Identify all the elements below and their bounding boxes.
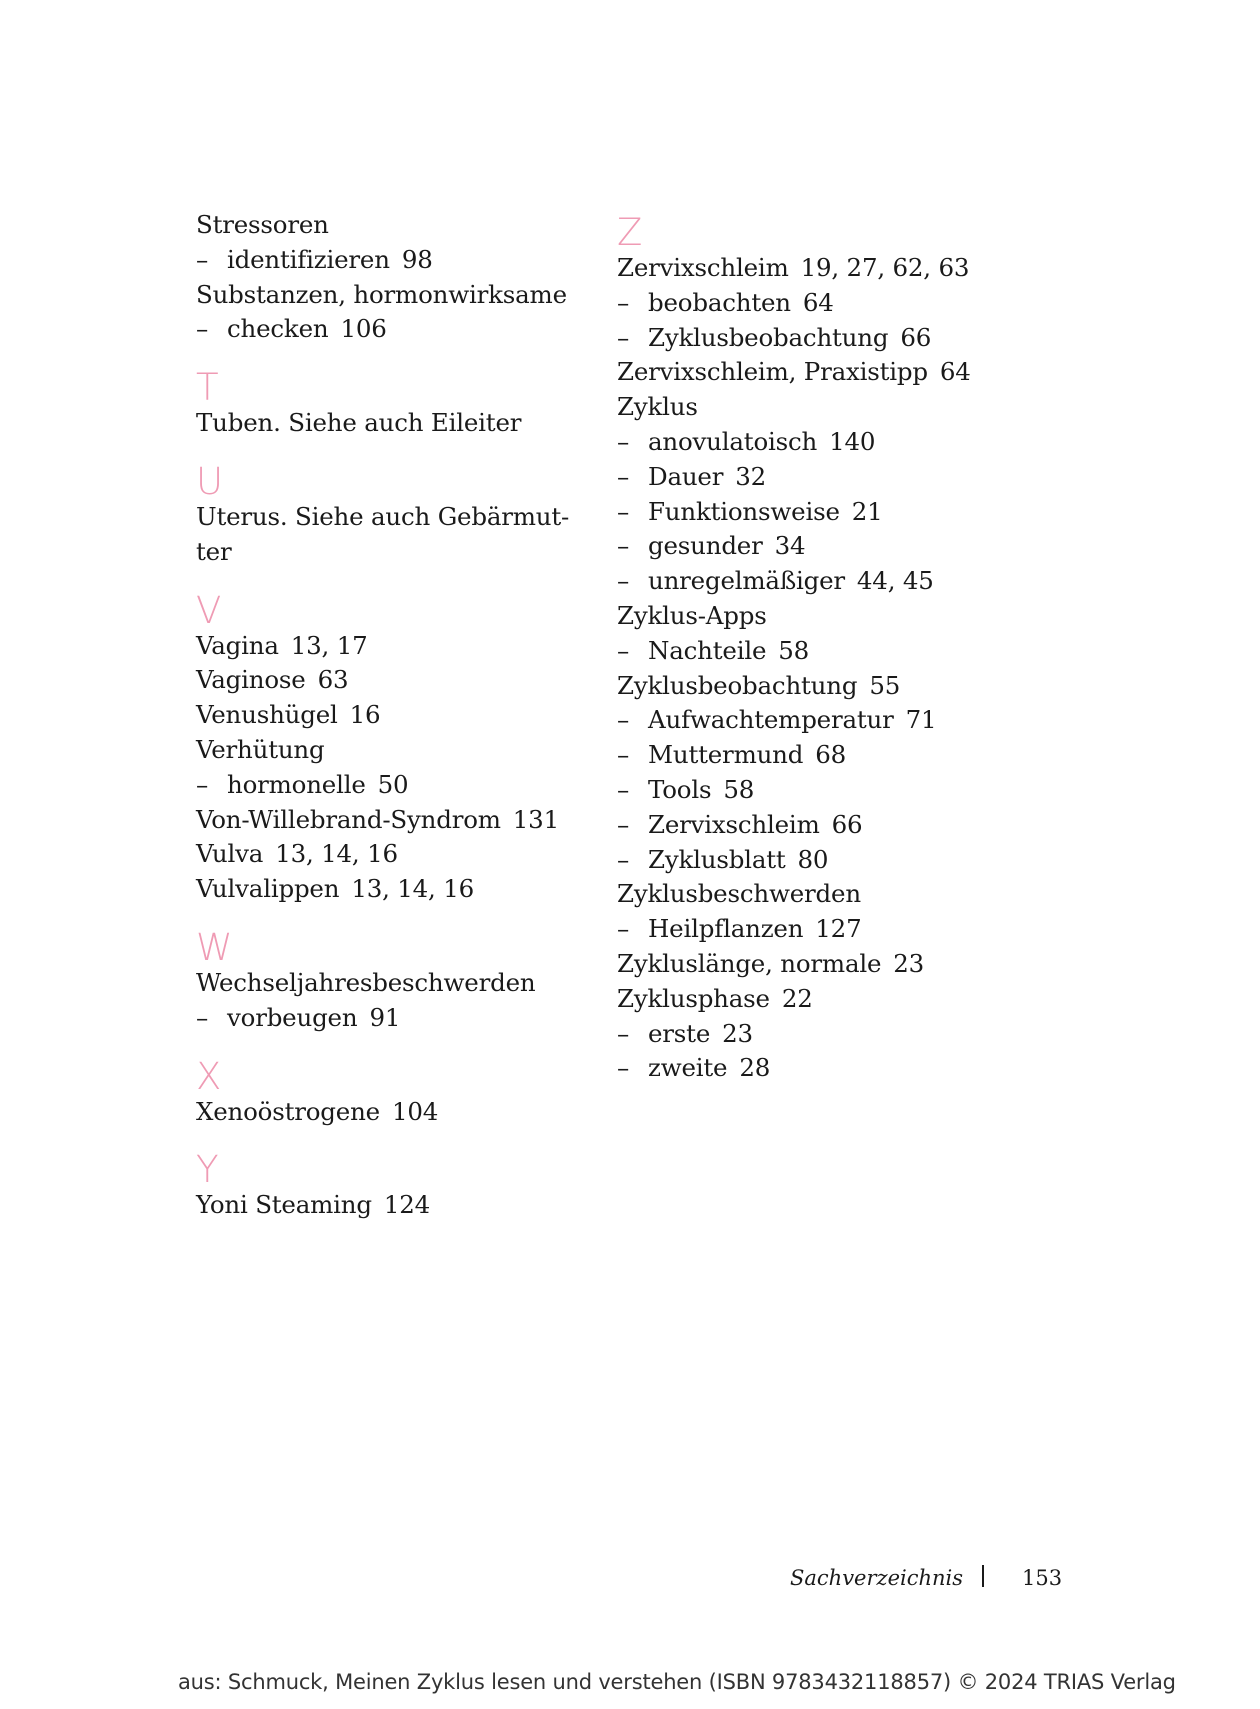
subentry-dash: – <box>617 740 630 770</box>
index-page-refs: 64 <box>939 357 971 387</box>
index-term: Muttermund <box>648 740 804 770</box>
index-term: zweite <box>648 1053 728 1083</box>
index-entry <box>196 535 596 570</box>
subentry-dash: – <box>617 566 630 596</box>
index-page-refs: 66 <box>900 322 932 352</box>
index-page-refs: 58 <box>778 635 810 665</box>
index-page-refs: 13, 14, 16 <box>275 839 398 869</box>
index-page-refs: 58 <box>723 774 755 804</box>
index-term: identifizieren <box>227 244 390 274</box>
subentry-dash: – <box>196 244 209 274</box>
index-page-refs: 21 <box>851 496 883 526</box>
index-term: ter <box>196 536 232 566</box>
index-term: Zyklusbeschwerden <box>617 879 861 909</box>
index-page-refs: 68 <box>815 740 847 770</box>
index-term: Vagina <box>196 630 279 660</box>
index-letter-heading: U <box>196 459 224 503</box>
index-page-refs: 19, 27, 62, 63 <box>800 253 970 282</box>
index-term: Von-Willebrand-Syndrom <box>196 804 501 834</box>
index-term: Stressoren <box>196 210 329 239</box>
index-entry <box>617 251 1037 286</box>
index-page-refs: 127 <box>815 914 862 944</box>
index-subentry <box>617 564 1037 599</box>
index-term: Yoni Steaming <box>196 1190 372 1220</box>
index-page-refs: 13, 14, 16 <box>351 874 474 904</box>
subentry-dash: – <box>617 809 630 839</box>
subentry-dash: – <box>617 1018 630 1048</box>
subentry-dash: – <box>196 769 209 799</box>
index-term: Zyklusblatt <box>648 844 786 874</box>
index-page-refs: 80 <box>797 844 829 874</box>
index-entry <box>617 599 1037 634</box>
source-citation: aus: Schmuck, Meinen Zyklus lesen und verstehen (ISBN 9783432118857) © 2024 TRIAS Verlag <box>178 1670 1176 1694</box>
index-page-refs: 55 <box>869 670 901 700</box>
index-page-refs: 23 <box>893 948 925 978</box>
subentry-dash: – <box>617 635 630 665</box>
index-entry <box>196 278 596 313</box>
index-term: Zyklusbeobachtung <box>617 670 858 700</box>
index-term: Dauer <box>648 461 724 491</box>
index-page-refs: 16 <box>349 700 381 730</box>
index-term: Zyklus <box>617 392 698 422</box>
index-term: unregelmäßiger <box>648 566 845 596</box>
index-subentry <box>196 1001 596 1036</box>
index-term: Vulvalippen <box>196 874 340 904</box>
index-subentry <box>617 286 1037 321</box>
index-term: Zervixschleim <box>617 253 789 282</box>
index-page-refs: 124 <box>383 1190 431 1220</box>
index-letter-heading: X <box>196 1054 222 1098</box>
index-term: Verhütung <box>196 734 325 764</box>
index-entry <box>196 1095 596 1130</box>
index-term: Zyklus-Apps <box>617 600 767 630</box>
index-page-refs: 23 <box>722 1018 753 1048</box>
index-term: vorbeugen <box>227 1002 358 1032</box>
index-entry <box>196 733 596 768</box>
index-page-refs: 71 <box>905 705 937 735</box>
index-subentry <box>617 773 1037 808</box>
index-entry <box>617 669 1037 704</box>
index-entry <box>617 877 1037 912</box>
index-entry <box>617 982 1037 1017</box>
index-entry <box>196 629 596 664</box>
index-page-refs: 22 <box>781 983 813 1013</box>
index-term: Venushügel <box>196 700 338 730</box>
index-letter-heading: W <box>196 925 233 969</box>
index-term: Heilpflanzen <box>648 914 804 944</box>
index-entry <box>196 803 596 838</box>
index-letter-heading: T <box>196 366 219 410</box>
index-page-refs: 140 <box>829 426 876 456</box>
subentry-dash: – <box>617 461 630 491</box>
index-subentry <box>617 529 1037 564</box>
index-subentry <box>617 634 1037 669</box>
index-subentry <box>617 912 1037 947</box>
index-term: Zervixschleim <box>648 809 820 839</box>
index-page-refs: 34 <box>774 531 806 561</box>
footer-separator <box>982 1565 984 1587</box>
subentry-dash: – <box>196 1002 209 1032</box>
index-subentry <box>617 1051 1037 1086</box>
index-term: hormonelle <box>227 769 366 799</box>
index-entry <box>196 698 596 733</box>
index-page-refs: 63 <box>317 665 349 695</box>
index-entry <box>196 1188 596 1223</box>
index-subentry <box>617 808 1037 843</box>
index-term: Funktionsweise <box>648 496 840 526</box>
index-entry <box>196 663 596 698</box>
subentry-dash: – <box>617 531 630 561</box>
index-subentry <box>617 425 1037 460</box>
index-page-refs: 32 <box>735 461 767 491</box>
index-page-refs: 50 <box>377 769 409 799</box>
footer-section-title: Sachverzeichnis <box>790 1566 964 1590</box>
index-entry <box>196 872 596 907</box>
index-subentry <box>617 495 1037 530</box>
index-subentry <box>617 843 1037 878</box>
index-term: Aufwachtemperatur <box>648 705 894 735</box>
index-term: checken <box>227 314 329 344</box>
index-page-refs: 106 <box>340 314 387 344</box>
subentry-dash: – <box>196 314 209 344</box>
index-letter-heading: V <box>196 588 222 632</box>
index-subentry <box>196 768 596 803</box>
index-term: Uterus. Siehe auch Gebärmut- <box>196 501 570 531</box>
index-term: Zykluslänge, normale <box>617 948 882 978</box>
index-page-refs: 104 <box>391 1096 439 1126</box>
index-page-refs: 28 <box>739 1053 771 1083</box>
index-entry <box>196 208 596 243</box>
index-page-refs: 66 <box>831 809 863 839</box>
index-page-refs: 44, 45 <box>856 566 934 596</box>
index-entry <box>617 947 1037 982</box>
index-subentry <box>617 460 1037 495</box>
index-term: Wechseljahresbeschwerden <box>196 967 536 997</box>
subentry-dash: – <box>617 426 630 456</box>
subentry-dash: – <box>617 1053 630 1083</box>
index-term: Zyklusbeobachtung <box>648 322 889 352</box>
index-letter-heading: Z <box>617 211 643 254</box>
index-letter-heading: Y <box>196 1148 219 1192</box>
index-page-refs: 98 <box>401 244 433 274</box>
index-page-refs: 91 <box>369 1002 401 1032</box>
index-term: erste <box>648 1018 711 1048</box>
index-term: Xenoöstrogene <box>196 1096 380 1126</box>
subentry-dash: – <box>617 322 630 352</box>
index-term: anovulatoisch <box>648 426 818 456</box>
index-term: Zyklusphase <box>617 983 770 1013</box>
index-term: Tools <box>648 774 712 804</box>
index-subentry <box>617 1017 1037 1052</box>
index-page-refs: 64 <box>802 287 834 317</box>
subentry-dash: – <box>617 914 630 944</box>
index-column-left <box>196 208 596 1223</box>
index-term: Vulva <box>196 839 264 869</box>
subentry-dash: – <box>617 844 630 874</box>
index-entry <box>196 500 596 535</box>
subentry-dash: – <box>617 774 630 804</box>
index-entry <box>196 966 596 1001</box>
index-term: Nachteile <box>648 635 767 665</box>
index-page-refs: 131 <box>512 804 559 834</box>
index-term: Substanzen, hormonwirksame <box>196 279 567 309</box>
subentry-dash: – <box>617 287 630 317</box>
index-page-refs: 13, 17 <box>290 630 368 660</box>
index-term: Tuben. Siehe auch Eileiter <box>196 408 522 438</box>
index-entry <box>196 837 596 872</box>
index-entry <box>617 390 1037 425</box>
page-number: 153 <box>1022 1566 1063 1590</box>
index-entry <box>196 406 596 441</box>
index-subentry <box>617 738 1037 773</box>
index-subentry <box>617 703 1037 738</box>
index-term: Vaginose <box>196 665 306 695</box>
index-column-right <box>617 213 1037 1086</box>
index-subentry <box>617 321 1037 356</box>
index-entry <box>617 355 1037 390</box>
index-term: Zervixschleim, Praxistipp <box>617 357 928 387</box>
index-subentry <box>196 312 596 347</box>
index-subentry <box>196 243 596 278</box>
subentry-dash: – <box>617 705 630 735</box>
subentry-dash: – <box>617 496 630 526</box>
index-term: gesunder <box>648 531 763 561</box>
index-term: beobachten <box>648 287 791 317</box>
